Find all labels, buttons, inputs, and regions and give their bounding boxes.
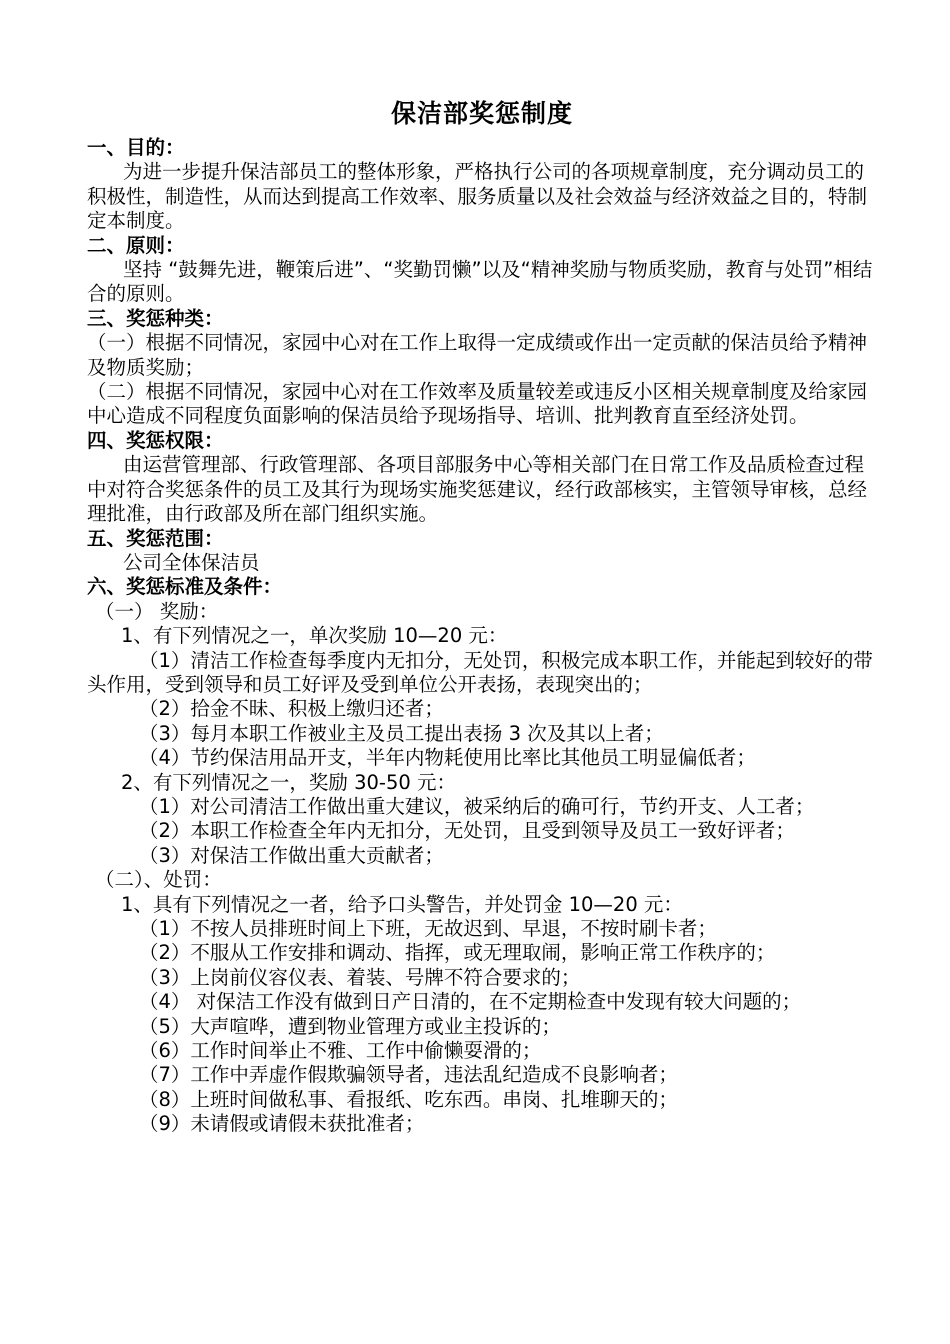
penalty-tier-1-item: （6）工作时间举止不雅、工作中偷懒耍滑的； bbox=[139, 1039, 542, 1063]
document-title: 保洁部奖惩制度 bbox=[390, 99, 573, 128]
penalty-tier-1-item: （5）大声喧哗，遭到物业管理方或业主投诉的； bbox=[139, 1014, 561, 1038]
types-item-reward: （一）根据不同情况，家园中心对在工作上取得一定成绩或作出一定贡献的保洁员给予精神及物质奖励； bbox=[87, 331, 868, 379]
reward-label: （一） 奖励： bbox=[95, 599, 219, 623]
penalty-tier-1-item: （2）不服从工作安排和调动、指挥，或无理取闹，影响正常工作秩序的； bbox=[139, 941, 776, 965]
reward-tier-1-item: （4）节约保洁用品开支，半年内物耗使用比率比其他员工明显偏低者； bbox=[139, 746, 756, 770]
penalty-label: （二）、处罚： bbox=[95, 868, 222, 892]
document-page bbox=[87, 94, 877, 1137]
section-body-scope: 公司全体保洁员 bbox=[123, 550, 260, 574]
penalty-tier-1-item: （9）未请假或请假未获批准者； bbox=[139, 1112, 425, 1136]
reward-tier-1-item: （3）每月本职工作被业主及员工提出表扬 3 次及其以上者； bbox=[139, 721, 664, 745]
penalty-tier-1-item: （7）工作中弄虚作假欺骗领导者，违法乱纪造成不良影响者； bbox=[139, 1063, 678, 1087]
penalty-tier-1-item: （4） 对保洁工作没有做到日产日清的，在不定期检查中发现有较大问题的； bbox=[139, 990, 802, 1014]
section-heading-standards: 六、奖惩标准及条件： bbox=[87, 575, 283, 599]
penalty-tier-1-item: （1）不按人员排班时间上下班，无故迟到、早退，不按时刷卡者； bbox=[139, 917, 717, 940]
section-heading-principle: 二、原则： bbox=[87, 233, 185, 257]
reward-tier-1-item: （2）拾金不昧、积极上缴归还者； bbox=[139, 697, 444, 721]
section-heading-scope: 五、奖惩范围： bbox=[87, 526, 224, 550]
reward-tier-2-item: （3）对保洁工作做出重大贡献者； bbox=[139, 843, 444, 867]
reward-tier-1: 1、有下列情况之一，单次奖励 10—20 元： bbox=[121, 624, 508, 648]
types-item-penalty: （二）根据不同情况，家园中心对在工作效率及质量较差或违反小区相关规章制度及给家园中心造成不同程度负面影响的保洁员给予现场指导、培训、批判教育直至经济处罚。 bbox=[87, 380, 868, 428]
section-heading-types: 三、奖惩种类： bbox=[87, 306, 224, 330]
penalty-tier-1: 1、具有下列情况之一者，给予口头警告，并处罚金 10—20 元： bbox=[121, 892, 683, 916]
section-body-authority: 由运营管理部、行政管理部、各项目部服务中心等相关部门在日常工作及品质检查过程中对符合奖惩条件的员工及其行为现场实施奖惩建议，经行政部核实，主管领导审核，总经理批准，由行政部及所在部门组织实施。 bbox=[87, 453, 868, 526]
penalty-tier-1-item: （8）上班时间做私事、看报纸、吃东西。串岗、扎堆聊天的； bbox=[139, 1087, 678, 1111]
reward-tier-2-item: （1）对公司清洁工作做出重大建议，被采纳后的确可行，节约开支、人工者； bbox=[139, 794, 815, 818]
reward-tier-1-item: （1）清洁工作检查每季度内无扣分，无处罚，积极完成本职工作，并能起到较好的带头作用，受到领导和员工好评及受到单位公开表扬，表现突出的； bbox=[87, 648, 873, 696]
section-heading-authority: 四、奖惩权限： bbox=[87, 428, 224, 452]
penalty-tier-1-item: （3）上岗前仪容仪表、着装、号牌不符合要求的； bbox=[139, 965, 581, 989]
section-body-purpose: 为进一步提升保洁部员工的整体形象，严格执行公司的各项规章制度，充分调动员工的积极性，制造性，从而达到提高工作效率、服务质量以及社会效益与经济效益之目的，特制定本制度。 bbox=[87, 160, 868, 233]
reward-tier-2-item: （2）本职工作检查全年内无扣分，无处罚，且受到领导及员工一致好评者； bbox=[139, 819, 795, 843]
section-body-principle: 坚持 “鼓舞先进，鞭策后进”、“奖勤罚懒”以及“精神奖励与物质奖励，教育与处罚”相结合的原则。 bbox=[87, 258, 873, 306]
section-heading-purpose: 一、目的： bbox=[87, 136, 185, 159]
reward-tier-2: 2、有下列情况之一，奖励 30-50 元： bbox=[121, 770, 456, 794]
